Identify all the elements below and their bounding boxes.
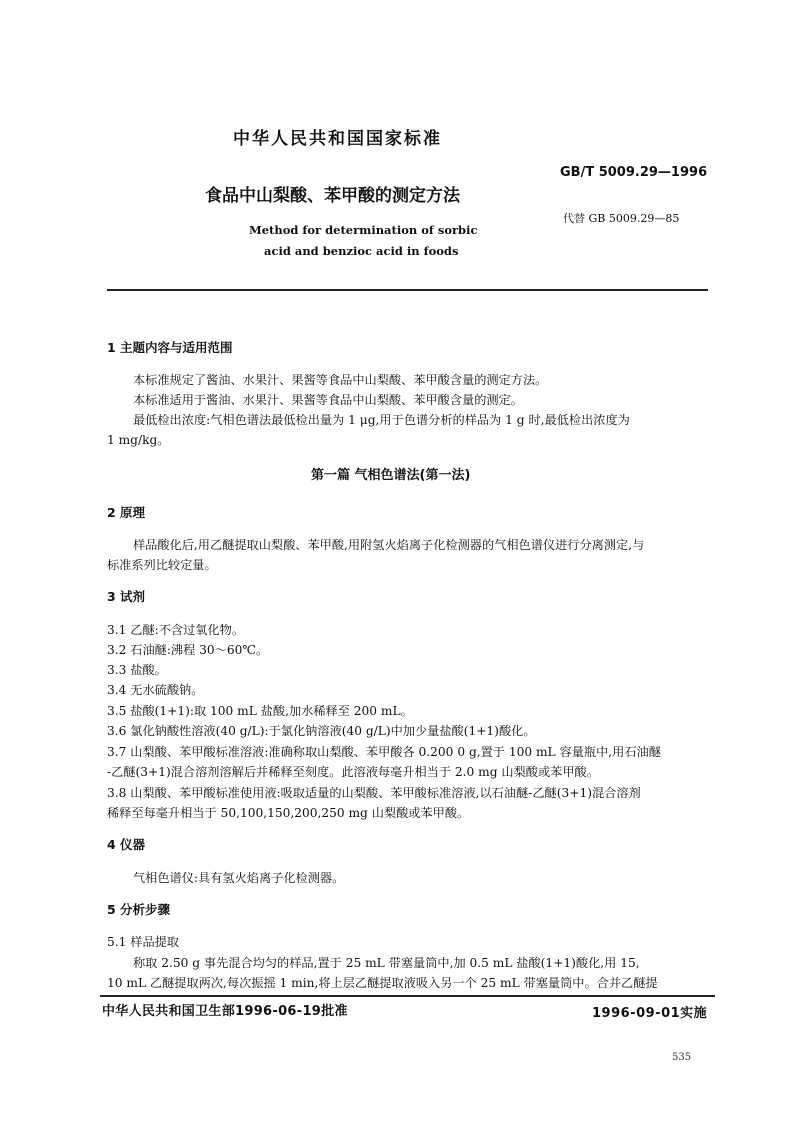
english-title-line2: acid and benzioc acid in foods: [264, 244, 459, 258]
section-1-paragraph-3-line2: 1 mg/kg。: [107, 433, 170, 447]
reagent-item: 3.5 盐酸(1+1):取 100 mL 盐酸,加水稀释至 200 mL。: [107, 704, 413, 718]
national-standard-title: 中华人民共和国国家标准: [233, 129, 442, 149]
section-1-paragraph-3-line1: 最低检出浓度:气相色谱法最低检出量为 1 μg,用于色谱分析的样品为 1 g 时,最低检出浓度为: [133, 413, 630, 427]
replaces-standard: 代替 GB 5009.29—85: [563, 212, 680, 225]
english-title-line1: Method for determination of sorbic: [249, 223, 478, 237]
section-1-paragraph-1: 本标准规定了酱油、水果汁、果酱等食品中山梨酸、苯甲酸含量的测定方法。: [133, 373, 548, 387]
document-title: 食品中山梨酸、苯甲酸的测定方法: [205, 186, 460, 206]
reagent-item-8-line1: 3.8 山梨酸、苯甲酸标准使用液:吸取适量的山梨酸、苯甲酸标准溶液,以石油醚-乙醚(3+1)混合溶剂: [107, 786, 641, 800]
reagent-item: 3.4 无水硫酸钠。: [107, 683, 204, 697]
page-number: 535: [672, 1052, 692, 1063]
section-4-heading: 4 仪器: [107, 837, 146, 852]
section-2-line1: 样品酸化后,用乙醚提取山梨酸、苯甲酸,用附氢火焰离子化检测器的气相色谱仪进行分离测定,与: [133, 538, 645, 552]
reagent-item: 3.6 氯化钠酸性溶液(40 g/L):于氯化钠溶液(40 g/L)中加少量盐酸(1+1)酸化。: [107, 724, 536, 738]
section-2-line2: 标准系列比较定量。: [107, 558, 217, 572]
section-5-1-subheading: 5.1 样品提取: [107, 935, 180, 949]
section-5-1-line2: 10 mL 乙醚提取两次,每次振摇 1 min,将上层乙醚提取液吸入另一个 25 mL 带塞量筒中。合并乙醚提: [107, 976, 658, 990]
section-4-line1: 气相色谱仪:具有氢火焰离子化检测器。: [133, 871, 345, 885]
standard-code: GB/T 5009.29—1996: [560, 165, 708, 180]
reagent-item-7-line2: -乙醚(3+1)混合溶剂溶解后并稀释至刻度。此溶液每毫升相当于 2.0 mg 山梨酸或苯甲酸。: [107, 765, 599, 779]
part-1-title: 第一篇 气相色谱法(第一法): [311, 468, 471, 483]
section-5-heading: 5 分析步骤: [107, 902, 171, 917]
section-3-heading: 3 试剂: [107, 589, 146, 604]
approval-line: 中华人民共和国卫生部1996-06-19批准: [102, 1004, 348, 1019]
header-divider: [107, 289, 708, 291]
reagent-item-8-line2: 稀释至每毫升相当于 50,100,150,200,250 mg 山梨酸或苯甲酸。: [107, 806, 470, 820]
section-1-heading: 1 主题内容与适用范围: [107, 340, 233, 355]
section-5-1-line1: 称取 2.50 g 事先混合均匀的样品,置于 25 mL 带塞量筒中,加 0.5 mL 盐酸(1+1)酸化,用 15,: [133, 956, 640, 970]
reagent-item: 3.2 石油醚:沸程 30～60℃。: [107, 643, 269, 657]
reagent-item: 3.3 盐酸。: [107, 663, 167, 677]
implementation-date: 1996-09-01实施: [592, 1006, 708, 1021]
reagent-item-7-line1: 3.7 山梨酸、苯甲酸标准溶液:准确称取山梨酸、苯甲酸各 0.200 0 g,置于 100 mL 容量瓶中,用石油醚: [107, 745, 661, 759]
footer-divider: [100, 995, 715, 997]
section-2-heading: 2 原理: [107, 505, 146, 520]
reagent-item: 3.1 乙醚:不含过氧化物。: [107, 623, 245, 637]
section-1-paragraph-2: 本标准适用于酱油、水果汁、果酱等食品中山梨酸、苯甲酸含量的测定。: [133, 393, 523, 407]
